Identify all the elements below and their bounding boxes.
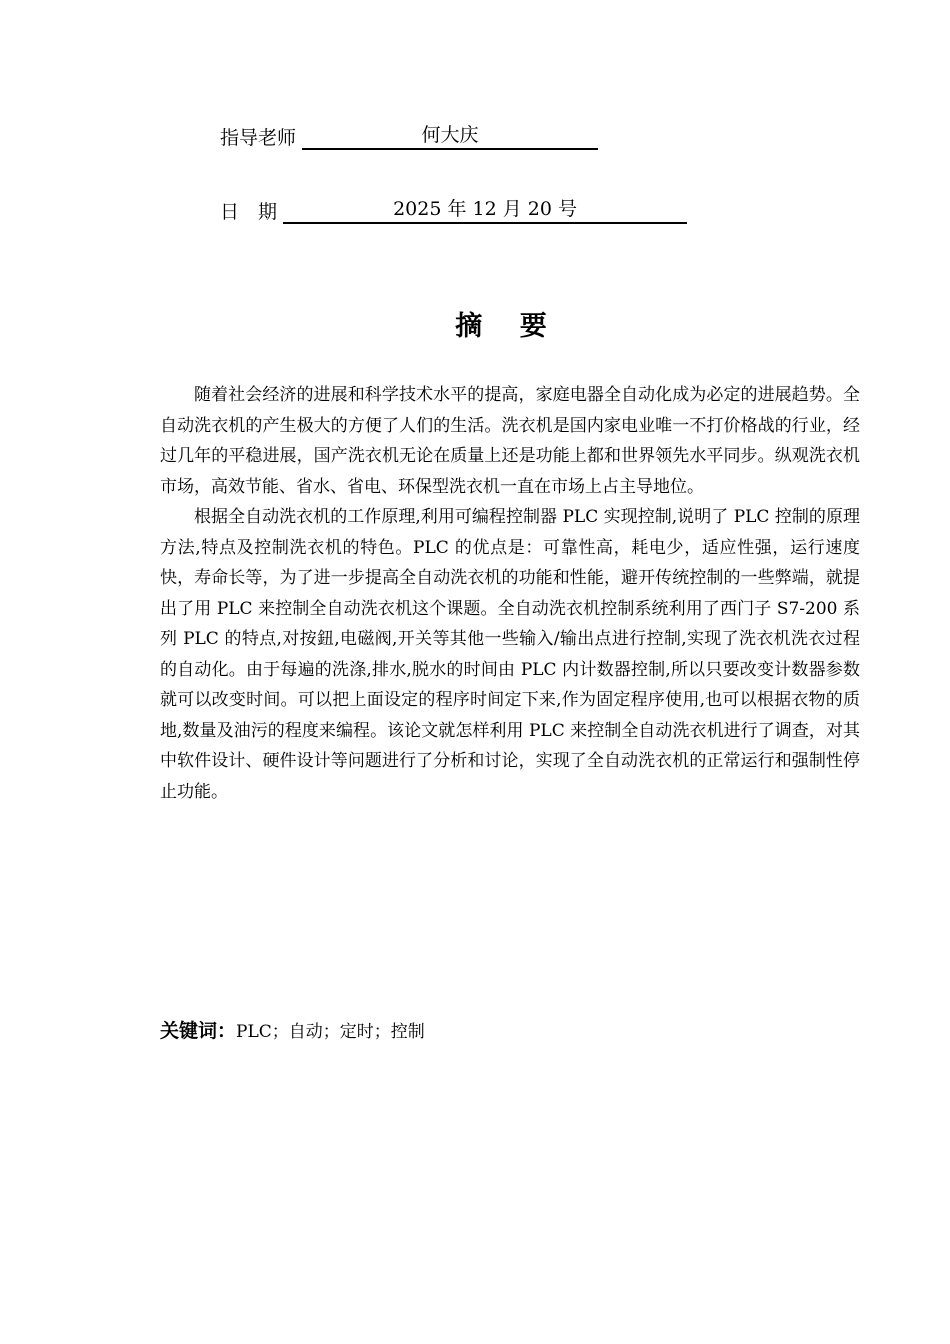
date-row bbox=[220, 196, 687, 224]
date-value: 2025 年 12 月 20 号 bbox=[283, 196, 687, 224]
advisor-label: 指导老师 bbox=[220, 127, 297, 149]
abstract-title: 摘 要 bbox=[455, 311, 561, 342]
abstract-paragraph: 随着社会经济的进展和科学技术水平的提高，家庭电器全自动化成为必定的进展趋势。全自动洗衣机的产生极大的方便了人们的生活。洗衣机是国内家电业唯一不打价格战的行业，经过几年的平稳进展，国产洗衣机无论在质量上还是功能上都和世界领先水平同步。纵观洗衣机市场，高效节能、省水、省电、环保型洗衣机一直在市场上占主导地位。 bbox=[160, 385, 860, 497]
keywords-label: 关键词： bbox=[160, 1020, 237, 1042]
abstract-paragraph: 根据全自动洗衣机的工作原理,利用可编程控制器 PLC 实现控制,说明了 PLC 控制的原理方法,特点及控制洗衣机的特色。PLC 的优点是：可靠性高，耗电少，适应性强，运行速度快，寿命长等，为了进一步提高全自动洗衣机的功能和性能，避开传统控制的一些弊端，就提出了用 PLC 来控制全自动洗衣机这个课题。全自动洗衣机控制系统利用了西门子 S7-200 系列 PLC 的特点,对按鈕,电磁阀,开关等其他一些输入/输出点进行控制,实现了洗衣机洗衣过程的自动化。由于每遍的洗涤,排水,脱水的时间由 PLC 内计数器控制,所以只要改变计数器参数就可以改变时间。可以把上面设定的程序时间定下来,作为固定程序使用,也可以根据衣物的质地,数量及油污的程度来编程。该论文就怎样利用 PLC 来控制全自动洗衣机进行了调查，对其中软件设计、硬件设计等问题进行了分析和讨论，实现了全自动洗衣机的正常运行和强制性停止功能。 bbox=[160, 507, 860, 802]
date-label: 日 期 bbox=[220, 201, 278, 223]
advisor-value: 何大庆 bbox=[302, 122, 598, 150]
keywords-value: PLC；自动；定时；控制 bbox=[236, 1022, 425, 1042]
abstract-body bbox=[160, 380, 860, 807]
advisor-row bbox=[220, 122, 598, 150]
keywords-line bbox=[160, 1016, 425, 1047]
